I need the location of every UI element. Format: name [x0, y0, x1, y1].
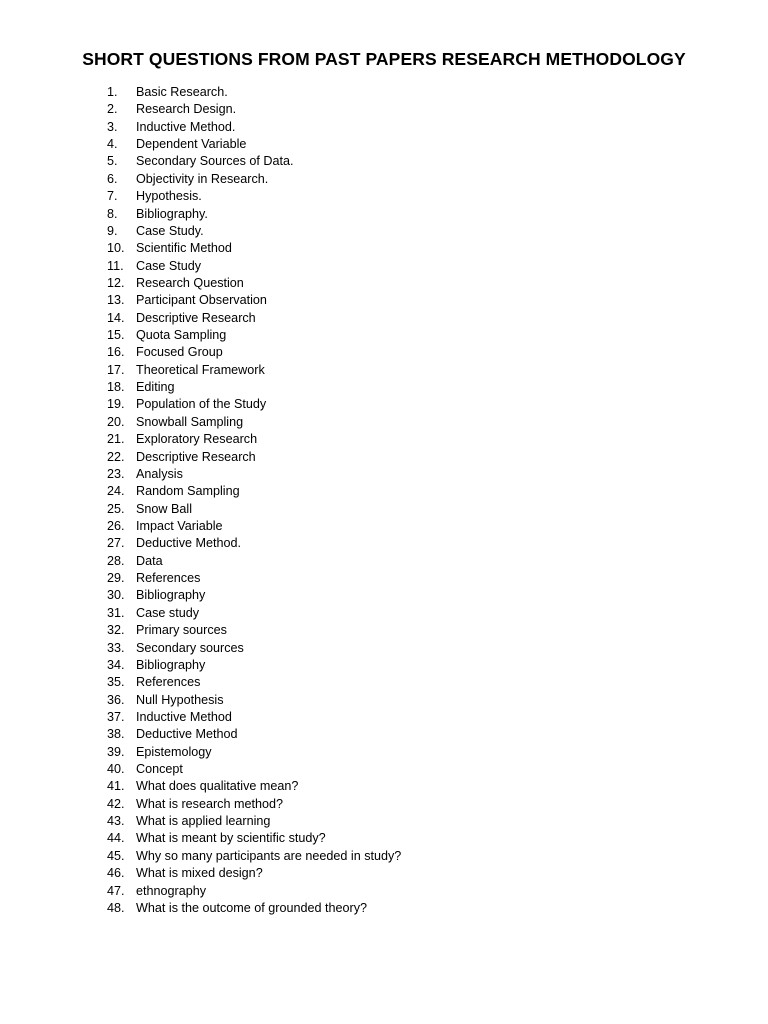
list-item-number: 8. — [107, 206, 118, 221]
list-item-number: 41. — [107, 779, 125, 794]
list-item-text: Case Study — [136, 258, 202, 273]
list-item — [107, 414, 401, 431]
list-item-number: 16. — [107, 345, 125, 360]
list-item-number: 39. — [107, 744, 125, 759]
list-item — [107, 362, 401, 379]
list-item-number: 25. — [107, 501, 125, 516]
list-item-text: Basic Research. — [136, 85, 228, 99]
list-item-number: 37. — [107, 709, 125, 724]
list-item-number: 6. — [107, 171, 118, 186]
list-item-number: 24. — [107, 484, 125, 499]
list-item — [107, 883, 401, 900]
list-item-number: 13. — [107, 293, 125, 308]
list-item-number: 43. — [107, 814, 125, 829]
list-item-text: Population of the Study — [136, 397, 267, 412]
list-item-number: 17. — [107, 362, 125, 377]
list-item-text: Descriptive Research — [136, 449, 256, 464]
list-item-text: Snow Ball — [136, 501, 193, 516]
list-item — [107, 518, 401, 535]
list-item-number: 34. — [107, 657, 125, 672]
list-item — [107, 587, 401, 604]
list-item-text: Null Hypothesis — [136, 692, 224, 707]
list-item-number: 22. — [107, 449, 125, 464]
list-item — [107, 275, 401, 292]
list-item-text: Epistemology — [136, 744, 212, 759]
list-item — [107, 535, 401, 552]
list-item-number: 45. — [107, 848, 125, 863]
list-item-number: 10. — [107, 241, 125, 256]
list-item-text: Editing — [136, 380, 175, 395]
list-item-number: 33. — [107, 640, 125, 655]
list-item — [107, 119, 401, 136]
list-item-text: What is mixed design? — [136, 866, 263, 881]
list-item-number: 35. — [107, 675, 125, 690]
list-item-text: What is meant by scientific study? — [136, 831, 326, 846]
list-item — [107, 188, 401, 205]
list-item-text: Deductive Method. — [136, 536, 242, 551]
list-item-number: 9. — [107, 223, 118, 238]
list-item-text: Case Study. — [136, 223, 204, 238]
list-item — [107, 570, 401, 587]
list-item-text: Focused Group — [136, 345, 223, 360]
list-item-text: Case study — [136, 605, 199, 620]
list-item-number: 44. — [107, 831, 125, 846]
list-item-text: Research Design. — [136, 102, 237, 117]
list-item — [107, 240, 401, 257]
list-item-number: 36. — [107, 692, 125, 707]
list-item — [107, 830, 401, 847]
list-item — [107, 466, 401, 483]
document-title: SHORT QUESTIONS FROM PAST PAPERS RESEARCH METHODOLOGY — [82, 49, 686, 69]
list-item — [107, 258, 401, 275]
list-item — [107, 431, 401, 448]
list-item-text: Why so many participants are needed in study? — [136, 848, 402, 863]
list-item — [107, 761, 401, 778]
list-item — [107, 327, 401, 344]
list-item-number: 23. — [107, 466, 125, 481]
list-item — [107, 848, 401, 865]
list-item-text: Exploratory Research — [136, 432, 258, 447]
list-item-text: Deductive Method — [136, 727, 238, 742]
list-item-number: 1. — [107, 85, 118, 99]
list-item — [107, 223, 401, 240]
list-item — [107, 483, 401, 500]
list-item — [107, 709, 401, 726]
list-item-number: 12. — [107, 275, 125, 290]
list-item-text: Research Question — [136, 275, 244, 290]
list-item-number: 31. — [107, 605, 125, 620]
list-item-number: 5. — [107, 154, 118, 169]
list-item — [107, 778, 401, 795]
list-item-text: Objectivity in Research. — [136, 171, 269, 186]
list-item-text: References — [136, 571, 201, 586]
list-item-text: Bibliography — [136, 588, 206, 603]
list-item-text: Inductive Method — [136, 709, 232, 724]
list-item — [107, 657, 401, 674]
list-item — [107, 640, 401, 657]
list-item — [107, 726, 401, 743]
list-item-text: Inductive Method. — [136, 119, 236, 134]
list-item-number: 42. — [107, 796, 125, 811]
list-item-number: 3. — [107, 119, 118, 134]
list-item-number: 46. — [107, 866, 125, 881]
list-item-text: Secondary sources — [136, 640, 244, 655]
list-item-number: 21. — [107, 432, 125, 447]
list-item-text: Theoretical Framework — [136, 362, 265, 377]
list-item — [107, 171, 401, 188]
list-item-text: What is applied learning — [136, 814, 271, 829]
list-item — [107, 744, 401, 761]
list-item — [107, 449, 401, 466]
list-item-number: 29. — [107, 571, 125, 586]
list-item-number: 11. — [107, 258, 124, 273]
list-item-number: 7. — [107, 189, 118, 204]
list-item-text: Concept — [136, 762, 183, 777]
list-item-text: Random Sampling — [136, 484, 240, 499]
list-item-text: Secondary Sources of Data. — [136, 154, 294, 169]
list-item — [107, 292, 401, 309]
list-item — [107, 396, 401, 413]
list-item-text: Bibliography — [136, 657, 206, 672]
list-item — [107, 153, 401, 170]
list-item-text: Dependent Variable — [136, 137, 247, 152]
list-item — [107, 501, 401, 518]
list-item-text: Quota Sampling — [136, 328, 227, 343]
list-item-number: 19. — [107, 397, 125, 412]
list-item — [107, 344, 401, 361]
list-item-number: 38. — [107, 727, 125, 742]
list-item-text: Participant Observation — [136, 293, 267, 308]
list-item-text: References — [136, 675, 201, 690]
list-item-text: What does qualitative mean? — [136, 779, 299, 794]
list-item — [107, 692, 401, 709]
list-item — [107, 813, 401, 830]
list-item-text: Scientific Method — [136, 241, 232, 256]
list-item-number: 40. — [107, 762, 125, 777]
list-item-text: What is research method? — [136, 796, 283, 811]
list-item-number: 4. — [107, 137, 118, 152]
list-item-text: Impact Variable — [136, 518, 223, 533]
list-item-text: Analysis — [136, 466, 183, 481]
list-item-number: 32. — [107, 623, 125, 638]
list-item-number: 2. — [107, 102, 118, 117]
list-item-number: 26. — [107, 518, 125, 533]
list-item — [107, 605, 401, 622]
list-item-number: 14. — [107, 310, 125, 325]
list-item-text: Hypothesis. — [136, 189, 202, 204]
list-item — [107, 796, 401, 813]
question-list — [107, 84, 401, 917]
list-item-text: ethnography — [136, 883, 207, 898]
list-item — [107, 622, 401, 639]
list-item-text: Data — [136, 553, 163, 568]
list-item-text: What is the outcome of grounded theory? — [136, 900, 368, 915]
list-item — [107, 379, 401, 396]
list-item-text: Primary sources — [136, 623, 227, 638]
list-item-number: 47. — [107, 883, 125, 898]
list-item — [107, 553, 401, 570]
list-item — [107, 674, 401, 691]
list-item-text: Snowball Sampling — [136, 414, 244, 429]
list-item-number: 28. — [107, 553, 125, 568]
list-item — [107, 900, 401, 917]
list-item — [107, 310, 401, 327]
list-item — [107, 865, 401, 882]
list-item-number: 20. — [107, 414, 125, 429]
list-item-number: 48. — [107, 900, 125, 915]
list-item-number: 27. — [107, 536, 125, 551]
list-item — [107, 206, 401, 223]
list-item-number: 30. — [107, 588, 125, 603]
list-item-text: Bibliography. — [136, 206, 208, 221]
list-item — [107, 136, 401, 153]
list-item — [107, 84, 401, 101]
list-item-number: 18. — [107, 380, 125, 395]
list-item-number: 15. — [107, 328, 125, 343]
list-item-text: Descriptive Research — [136, 310, 256, 325]
list-item — [107, 101, 401, 118]
